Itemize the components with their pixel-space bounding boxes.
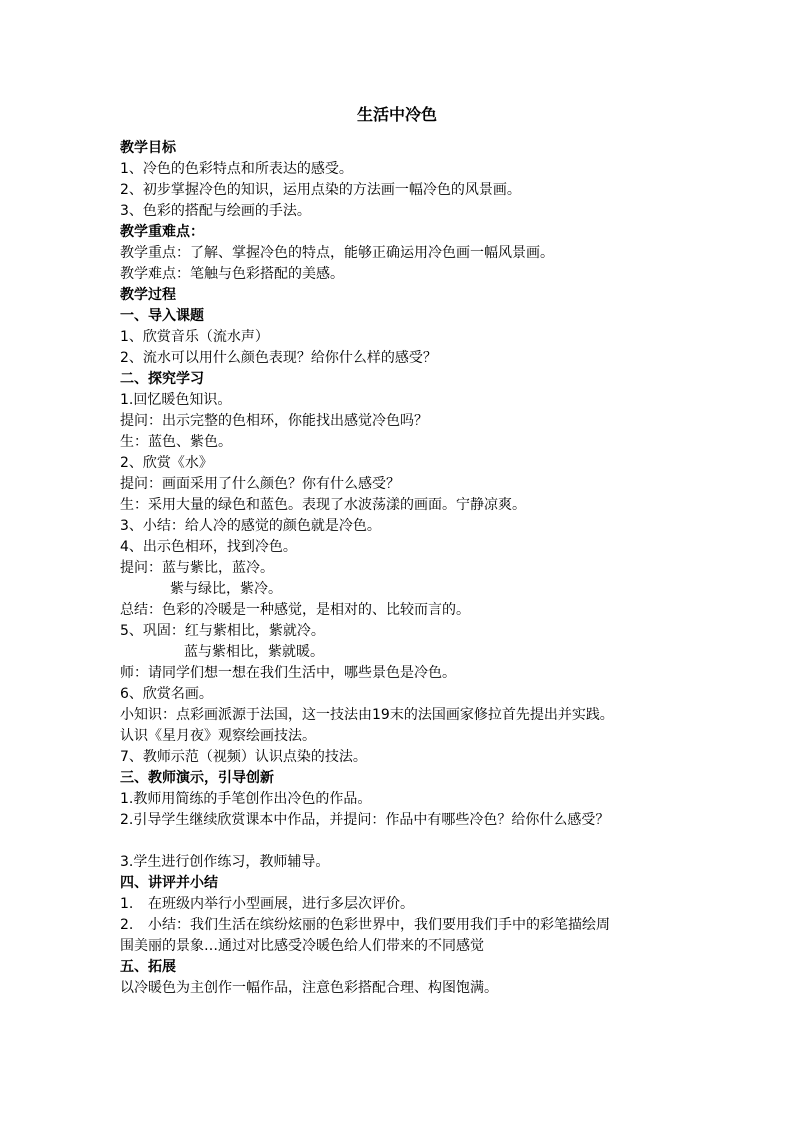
text-line: 提问：蓝与紫比，蓝冷。 [120,560,274,576]
text-line: 5、巩固：红与紫相比，紫就冷。 [120,623,325,639]
text-line: 师：请同学们想一想在我们生活中，哪些景色是冷色。 [120,665,456,681]
text-line: 教学难点：笔触与色彩搭配的美感。 [120,266,344,282]
text-line: 3、小结：给人冷的感觉的颜色就是冷色。 [120,518,381,534]
text-line: 提问：出示完整的色相环，你能找出感觉冷色吗？ [120,413,428,429]
section-heading: 三、教师演示，引导创新 [120,770,274,786]
section-heading: 五、拓展 [120,959,176,975]
text-line: 以冷暖色为主创作一幅作品，注意色彩搭配合理、构图饱满。 [120,980,498,996]
text-line: 小知识：点彩画派源于法国，这一技法由19末的法国画家修拉首先提出并实践。 [120,707,614,723]
text-line [120,894,680,915]
text-line: 生：采用大量的绿色和蓝色。表现了水波荡漾的画面。宁静凉爽。 [120,497,526,513]
text-line: 2、初步掌握冷色的知识，运用点染的方法画一幅冷色的风景画。 [120,182,521,198]
text-line [120,915,680,936]
section-heading: 一、导入课题 [120,308,204,324]
document-body [120,138,680,999]
text-line: 围美丽的景象…通过对比感受冷暖色给人们带来的不同感觉 [120,938,484,954]
text-line: 1、欣赏音乐（流水声） [120,329,269,345]
text-line: 2.引导学生继续欣赏课本中作品，并提问：作品中有哪些冷色？给你什么感受？ [120,812,610,828]
text-line: 提问：画面采用了什么颜色？你有什么感受？ [120,476,400,492]
text-line: 紫与绿比，紫冷。 [170,581,282,597]
text-line: 2、欣赏《水》 [120,455,213,471]
text-line: 教学重点：了解、掌握冷色的特点，能够正确运用冷色画一幅风景画。 [120,245,554,261]
text-line: 6、欣赏名画。 [120,686,213,702]
section-heading: 教学目标 [120,140,176,156]
text-line: 7、教师示范（视频）认识点染的技法。 [120,749,367,765]
blank-line [120,831,680,852]
section-heading: 教学重难点： [120,224,204,240]
text-line: 3.学生进行创作练习，教师辅导。 [120,854,330,870]
list-number: 1. [120,896,134,912]
text-line: 4、出示色相环，找到冷色。 [120,539,297,555]
text-line: 1.回忆暖色知识。 [120,392,232,408]
text-line: 认识《星月夜》观察绘画技法。 [120,728,316,744]
text-line: 2、流水可以用什么颜色表现？给你什么样的感受？ [120,350,437,366]
list-number: 2. [120,917,134,933]
section-heading: 教学过程 [120,287,176,303]
text-line: 总结：色彩的冷暖是一种感觉，是相对的、比较而言的。 [120,602,470,618]
text-line: 蓝与紫相比，紫就暖。 [184,644,324,660]
text-line: 3、色彩的搭配与绘画的手法。 [120,203,311,219]
document-title: 生活中冷色 [356,105,437,124]
list-text: 在班级内举行小型画展，进行多层次评价。 [148,896,414,912]
section-heading: 二、探究学习 [120,371,204,387]
text-line: 1.教师用简练的手笔创作出冷色的作品。 [120,791,372,807]
text-line: 1、冷色的色彩特点和所表达的感受。 [120,161,353,177]
text-line: 生：蓝色、紫色。 [120,434,232,450]
section-heading: 四、讲评并小结 [120,875,218,891]
list-text: 小结：我们生活在缤纷炫丽的色彩世界中，我们要用我们手中的彩笔描绘周 [148,917,610,933]
